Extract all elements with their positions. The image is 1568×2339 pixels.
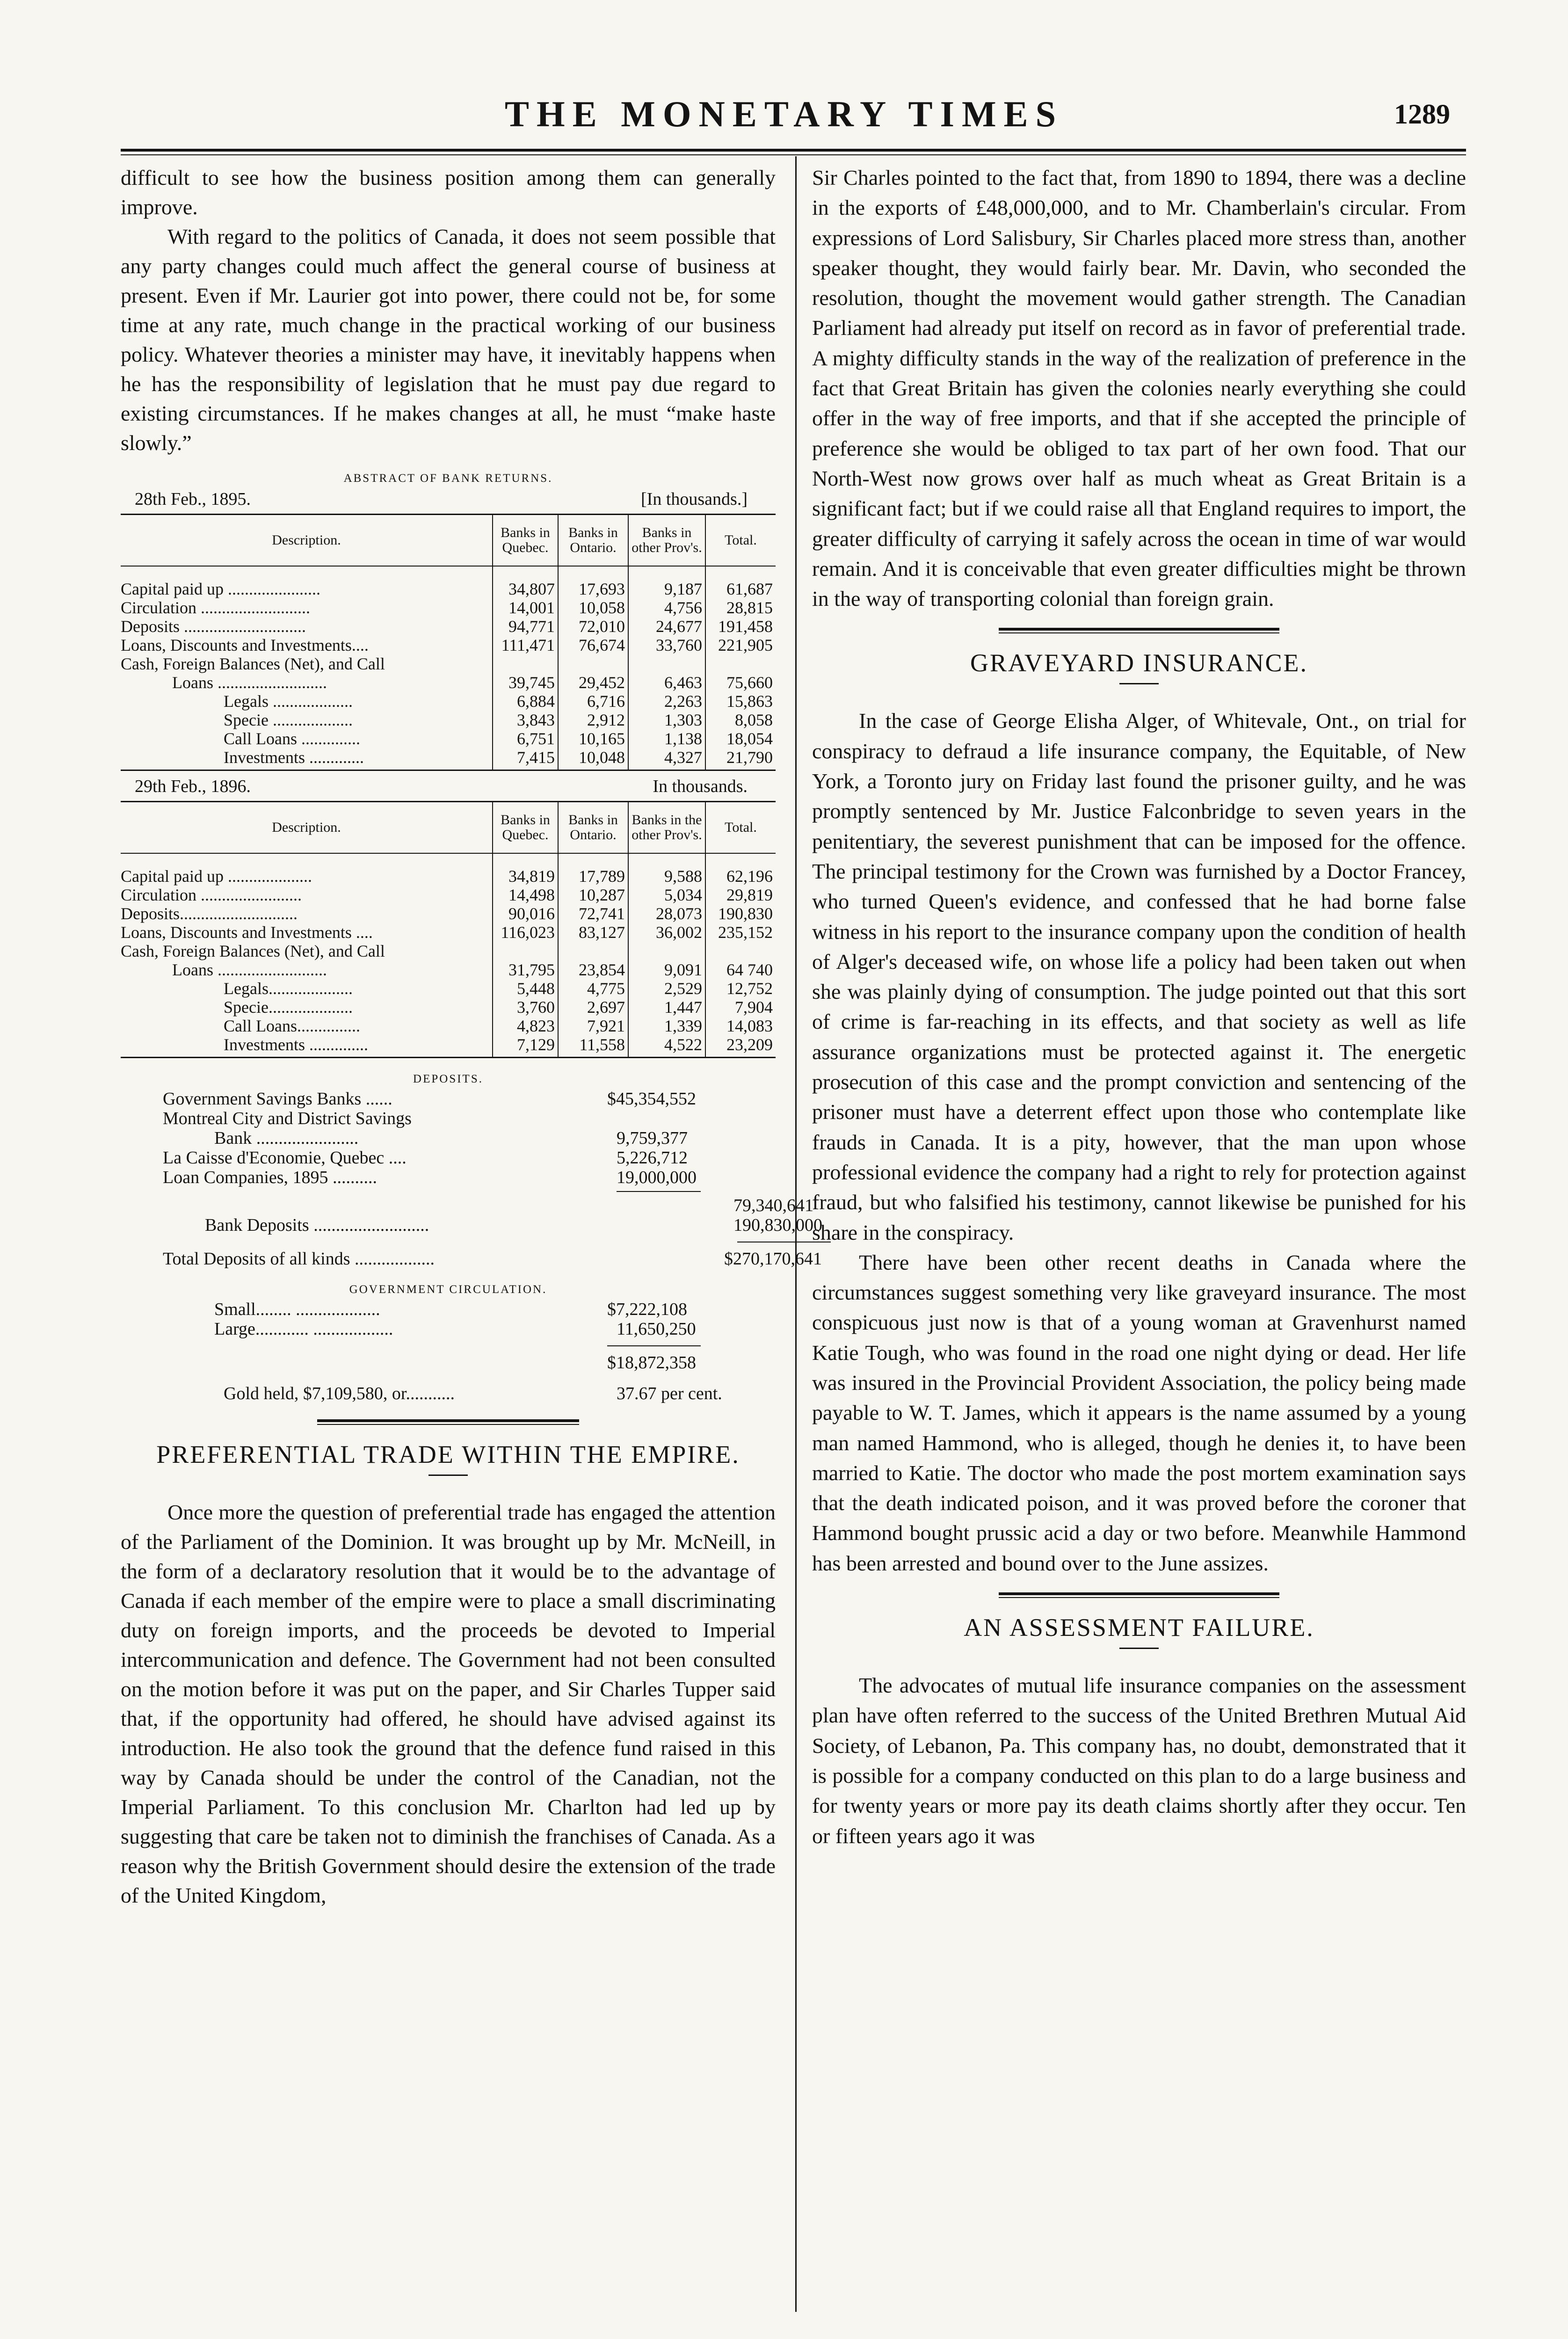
cell-value: 7,904: [705, 998, 776, 1017]
table-header: Banks in the other Prov's.: [628, 802, 705, 854]
cell-value: 10,048: [558, 748, 628, 770]
cell-value: 11,558: [558, 1035, 628, 1058]
row-label: Specie ...................: [224, 711, 353, 729]
cell-value: 17,693: [558, 566, 628, 598]
table-row: [121, 942, 776, 960]
cell-value: [705, 654, 776, 673]
cell-value: [705, 942, 776, 960]
cell-value: 1,339: [628, 1017, 705, 1035]
row-label: Cash, Foreign Balances (Net), and Call: [121, 942, 385, 960]
cell-value: 3,843: [493, 711, 558, 729]
cell-value: 6,716: [558, 692, 628, 711]
cell-value: 23,854: [558, 960, 628, 979]
cell-value: 10,287: [558, 886, 628, 904]
cell-value: 235,152: [705, 923, 776, 942]
cell-value: 221,905: [705, 636, 776, 654]
cell-value: 18,054: [705, 729, 776, 748]
table-header: Description.: [121, 515, 493, 567]
cell-value: [493, 942, 558, 960]
table-row: [121, 617, 776, 636]
cell-value: 6,884: [493, 692, 558, 711]
cell-value: 4,823: [493, 1017, 558, 1035]
header-rule-thin: [121, 154, 1466, 155]
cell-value: 12,752: [705, 979, 776, 998]
bank-returns-table-1896: [121, 801, 776, 1058]
cell-value: 94,771: [493, 617, 558, 636]
cell-value: 14,083: [705, 1017, 776, 1035]
cell-value: 29,819: [705, 886, 776, 904]
table-header: Banks in Ontario.: [558, 802, 628, 854]
left-column: [121, 163, 822, 1910]
cell-value: 14,001: [493, 598, 558, 617]
cell-value: 7,129: [493, 1035, 558, 1058]
paragraph: difficult to see how the business position among them can generally improve.: [121, 166, 776, 219]
cell-value: 34,807: [493, 566, 558, 598]
table-row: [121, 748, 776, 770]
row-label: Legals ...................: [224, 692, 353, 711]
cell-value: [558, 942, 628, 960]
cell-value: 6,463: [628, 673, 705, 692]
row-label: Deposits............................: [121, 904, 298, 923]
cell-value: 28,815: [705, 598, 776, 617]
row-label: Call Loans ..............: [224, 729, 360, 748]
cell-value: 36,002: [628, 923, 705, 942]
table-caption: [121, 488, 776, 510]
row-label: Loans ..........................: [172, 960, 327, 979]
cell-value: 10,058: [558, 598, 628, 617]
paragraph: In the case of George Elisha Alger, of Whitevale, Ont., on trial for conspiracy to defraud a life insurance company, the Equitable, of New York, a Toronto jury on Friday last found the prisoner guilty, and he was promptly sentenced by Mr. Justice Falconbridge to seven years in the penitentiary, the severest punishment that can be imposed for the offence. The principal testimony for the Crown was furnished by a Doctor Francey, who turned Queen's evidence, and confessed that he had borne false witness in his report to the insurance company upon the condition of health of Alger's deceased wife, on whose life a policy had been taken out when she was plainly dying of consumption. The judge pointed out that this sort of crime is far-reaching in its effects, and that society as well as life assurance organizations must be protected against it. The energetic prosecution of this case and the prompt conviction and sentencing of the prisoner must have a deterrent effect upon those who contemplate like frauds in Canada. It is a pity, however, that the man upon whose professional evidence the company had a right to rely for protection against fraud, but who falsified his testimony, cannot likewise be punished for his share in the conspiracy.: [812, 709, 1466, 1244]
cell-value: 10,165: [558, 729, 628, 748]
table-row: [121, 636, 776, 654]
row-label: Loans, Discounts and Investments....: [121, 636, 369, 654]
paragraph: Once more the question of preferential trade has engaged the attention of the Parliament of the Dominion. It was brought up by Mr. McNeill, in the form of a declaratory resolution that it would be to the advantage of Canada if each member of the empire were to place a small discriminating duty on foreign imports, and the proceeds be devoted to Imperial intercommunication and defence. The Government had not been consulted on the motion before it was put on the paper, and Sir Charles Tupper said that, if the opportunity had offered, he should have advised against its introduction. He also took the ground that the defence fund raised in this way by Canada should be under the control of the Canadian, not the Imperial Parliament. To this conclusion Mr. Charlton had led up by suggesting that care be taken not to diminish the franchises of Canada. As a reason why the British Government should desire the extension of the trade of the United Kingdom,: [121, 1500, 776, 1907]
government-circulation: Small........ ................... $7,222,108 Large............ .................. 11,650,250 $18,872,358 Gold held, $7,109,580, or........... 37.67 per cent.: [214, 1300, 722, 1403]
row-label: Investments ..............: [121, 1035, 493, 1058]
row-label: Cash, Foreign Balances (Net), and Call: [121, 654, 385, 673]
cell-value: 190,830: [705, 904, 776, 923]
cell-value: 31,795: [493, 960, 558, 979]
article-title: AN ASSESSMENT FAILURE.: [964, 1613, 1314, 1642]
cell-value: [558, 654, 628, 673]
cell-value: 6,751: [493, 729, 558, 748]
cell-value: 116,023: [493, 923, 558, 942]
cell-value: 39,745: [493, 673, 558, 692]
cell-value: [628, 942, 705, 960]
deposits-subtotal: 79,340,641: [733, 1196, 813, 1215]
page-number: 1289: [1394, 99, 1450, 130]
table-row: [121, 711, 776, 729]
row-label: Specie....................: [224, 998, 353, 1017]
cell-value: 72,741: [558, 904, 628, 923]
cell-value: 17,789: [558, 853, 628, 886]
table-row: [121, 1035, 776, 1058]
table-header: Total.: [705, 515, 776, 567]
cell-value: 75,660: [705, 673, 776, 692]
table-header: Banks in Quebec.: [493, 802, 558, 854]
cell-value: 15,863: [705, 692, 776, 711]
row-label: Circulation ..........................: [121, 598, 310, 617]
table-date: 29th Feb., 1896.: [135, 777, 251, 796]
cell-value: 76,674: [558, 636, 628, 654]
cell-value: 1,447: [628, 998, 705, 1017]
cell-value: 21,790: [705, 748, 776, 770]
row-label: Investments .............: [121, 748, 493, 770]
row-label: Circulation ........................: [121, 886, 302, 904]
row-label: Capital paid up ....................: [121, 867, 312, 886]
table-row: [121, 886, 776, 904]
table-row: [121, 654, 776, 673]
cell-value: 90,016: [493, 904, 558, 923]
section-caption: DEPOSITS.: [413, 1073, 483, 1085]
table-row: [121, 998, 776, 1017]
article-title: PREFERENTIAL TRADE WITHIN THE EMPIRE.: [156, 1440, 740, 1468]
cell-value: [493, 654, 558, 673]
bank-returns-table-1895: [121, 514, 776, 771]
table-row: [121, 904, 776, 923]
table-row: [121, 1017, 776, 1035]
cell-value: 4,522: [628, 1035, 705, 1058]
cell-value: 4,756: [628, 598, 705, 617]
cell-value: 29,452: [558, 673, 628, 692]
row-label: Loans ..........................: [172, 673, 327, 692]
masthead-title: THE MONETARY TIMES: [505, 94, 1063, 134]
cell-value: 72,010: [558, 617, 628, 636]
cell-value: 191,458: [705, 617, 776, 636]
cell-value: 24,677: [628, 617, 705, 636]
table-units: [In thousands.]: [641, 489, 748, 509]
deposits-total: $270,170,641: [724, 1249, 822, 1269]
table-row: [121, 853, 776, 886]
cell-value: 4,327: [628, 748, 705, 770]
table-date: 28th Feb., 1895.: [135, 489, 251, 509]
cell-value: 9,588: [628, 853, 705, 886]
cell-value: 28,073: [628, 904, 705, 923]
cell-value: 9,187: [628, 566, 705, 598]
table-caption: [121, 776, 776, 797]
cell-value: 61,687: [705, 566, 776, 598]
table-header: Banks in Quebec.: [493, 515, 558, 567]
cell-value: [628, 654, 705, 673]
cell-value: 1,303: [628, 711, 705, 729]
cell-value: 34,819: [493, 853, 558, 886]
cell-value: 14,498: [493, 886, 558, 904]
cell-value: 7,921: [558, 1017, 628, 1035]
table-header: Total.: [705, 802, 776, 854]
row-label: Loans, Discounts and Investments ....: [121, 923, 373, 942]
cell-value: 33,760: [628, 636, 705, 654]
row-label: Legals....................: [224, 979, 353, 998]
cell-value: 2,912: [558, 711, 628, 729]
cell-value: 2,697: [558, 998, 628, 1017]
paragraph: There have been other recent deaths in Canada where the circumstances suggest something very like graveyard insurance. The most conspicuous just now is that of a young woman at Gravenhurst named Katie Tough, who was found in the road one night dying or dead. Her life was insured in the Provincial Provident Association, the policy being made payable to W. T. James, which it appears is the name assumed by a young man named Hammond, who is alleged, though he denies it, to have been married to Katie. The doctor who made the post mortem examination says that the death indicated poison, and it was proved before the coroner that Hammond bought prussic acid a day or two before. Meanwhile Hammond has been arrested and bound over to the June assizes.: [812, 1250, 1466, 1575]
cell-value: 9,091: [628, 960, 705, 979]
deposits-summary: Government Savings Banks ...... $45,354,552 Montreal City and District Savings Bank ....................... 9,759,377 La Caisse d'Economie, Quebec .... 5,226,712 Loan Companies, 1895 .......... 19,000,000 79,340,641 Bank Deposits .......................... 190,830,000 Total Deposits of all kinds .................. $270,170,641: [121, 1089, 776, 1269]
table-units: In thousands.: [653, 777, 748, 796]
cell-value: 83,127: [558, 923, 628, 942]
section-caption: ABSTRACT OF BANK RETURNS.: [343, 472, 553, 485]
table-header: Banks in Ontario.: [558, 515, 628, 567]
table-row: [121, 729, 776, 748]
cell-value: 23,209: [705, 1035, 776, 1058]
cell-value: 5,034: [628, 886, 705, 904]
paragraph: With regard to the politics of Canada, it does not seem possible that any party changes could much affect the general course of business at present. Even if Mr. Laurier got into power, there could not be, for some time at any rate, much change in the practical working of our business policy. Whatever theories a minister may have, it inevitably happens when he has the responsibility of legislation that he must pay due regard to existing circumstances. If he makes changes at all, he must “make haste slowly.”: [121, 225, 776, 455]
cell-value: 4,775: [558, 979, 628, 998]
table-row: [121, 566, 776, 598]
row-label: Deposits .............................: [121, 617, 306, 636]
cell-value: 3,760: [493, 998, 558, 1017]
table-row: [121, 673, 776, 692]
cell-value: 62,196: [705, 853, 776, 886]
right-column: [812, 163, 1466, 1851]
table-row: [121, 598, 776, 617]
cell-value: 1,138: [628, 729, 705, 748]
cell-value: 7,415: [493, 748, 558, 770]
cell-value: 64 740: [705, 960, 776, 979]
cell-value: 2,529: [628, 979, 705, 998]
section-caption: GOVERNMENT CIRCULATION.: [349, 1283, 547, 1296]
header-rule: [121, 149, 1466, 152]
table-row: [121, 979, 776, 998]
article-title: GRAVEYARD INSURANCE.: [970, 649, 1308, 677]
table-header: Banks in other Prov's.: [628, 515, 705, 567]
cell-value: 2,263: [628, 692, 705, 711]
table-row: [121, 960, 776, 979]
table-row: [121, 923, 776, 942]
circulation-total: $18,872,358: [607, 1353, 696, 1373]
table-header: Description.: [121, 802, 493, 854]
paragraph: The advocates of mutual life insurance companies on the assessment plan have often referred to the success of the United Brethren Mutual Aid Society, of Lebanon, Pa. This company has, no doubt, demonstrated that it is possible for a company conducted on this plan to do a large business and for twenty years or more pay its death claims shortly after they occur. Ten or fifteen years ago it was: [812, 1673, 1466, 1848]
paragraph: Sir Charles pointed to the fact that, from 1890 to 1894, there was a decline in the exports of £48,000,000, and to Mr. Chamberlain's circular. From expressions of Lord Salisbury, Sir Charles placed more stress than, another speaker thought, they would fairly bear. Mr. Davin, who seconded the resolution, thought the movement would gather strength. The Canadian Parliament had already put itself on record as in favor of preferential trade. A mighty difficulty stands in the way of the realization of preference in the fact that Great Britain has given the colonies nearly everything she could offer in the way of free imports, and that if she accepted the principle of preference she would be obliged to tax part of her own food. That our North-West now grows over half as much wheat as Great Britain is a significant fact; but if we could raise all that England requires to import, the greater difficulty of carrying it safely across the ocean in time of war would remain. And it is conceivable that even greater difficulties might be thrown in the way of transporting colonial than foreign grain.: [812, 166, 1466, 611]
table-row: [121, 692, 776, 711]
cell-value: 111,471: [493, 636, 558, 654]
row-label: Call Loans...............: [224, 1017, 360, 1035]
cell-value: 8,058: [705, 711, 776, 729]
cell-value: 5,448: [493, 979, 558, 998]
row-label: Capital paid up ......................: [121, 580, 320, 598]
